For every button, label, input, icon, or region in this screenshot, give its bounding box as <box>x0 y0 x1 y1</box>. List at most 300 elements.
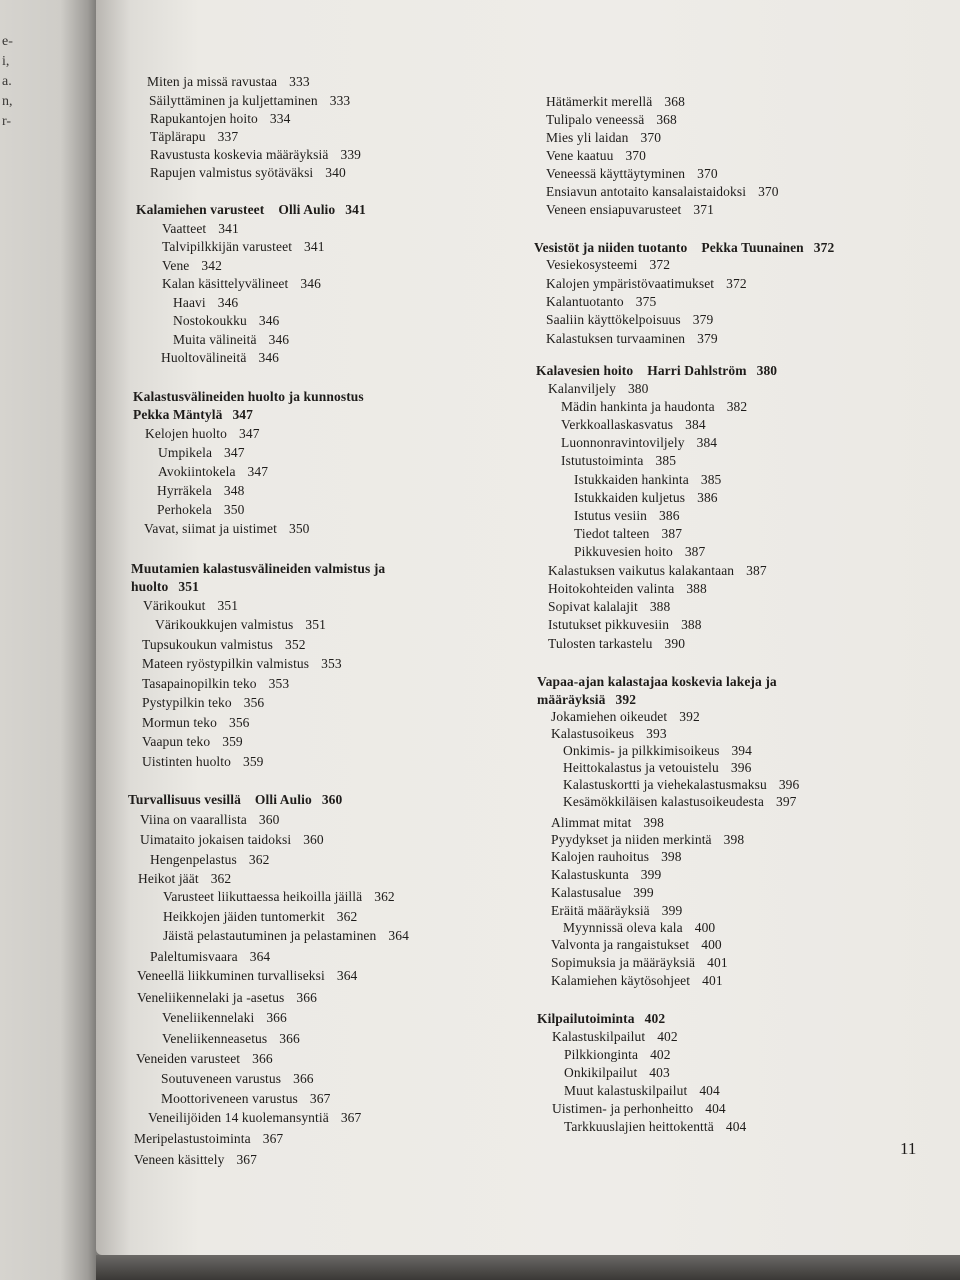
toc-entry <box>574 545 705 559</box>
toc-entry-page: 350 <box>288 521 310 536</box>
toc-entry <box>173 314 279 328</box>
toc-entry-title: Istutustoiminta <box>561 453 644 468</box>
toc-entry <box>157 503 244 517</box>
toc-entry-title: Tiedot talteen <box>574 526 650 541</box>
toc-entry-page: 362 <box>248 852 270 867</box>
toc-entry-title: Istutus vesiin <box>574 508 648 523</box>
toc-entry-title: Mies yli laidan <box>546 130 629 145</box>
toc-entry-page: 370 <box>640 130 662 145</box>
toc-entry <box>564 1120 746 1134</box>
toc-entry-page: 346 <box>258 350 280 365</box>
toc-entry-page: 399 <box>640 867 662 882</box>
toc-entry-page: 347 <box>247 464 269 479</box>
toc-entry <box>548 618 702 632</box>
toc-entry <box>563 795 797 809</box>
toc-entry-page: 351 <box>178 579 199 594</box>
toc-entry <box>551 833 744 847</box>
toc-entry-page: 359 <box>222 734 243 749</box>
toc-entry <box>552 1030 678 1044</box>
toc-entry-title: Rapukantojen hoito <box>150 111 258 126</box>
toc-entry <box>561 454 676 468</box>
toc-entry <box>142 716 250 730</box>
toc-entry <box>163 910 357 924</box>
toc-entry-title: Veneessä käyttäytyminen <box>546 166 686 181</box>
toc-entry-page: 341 <box>345 202 366 217</box>
toc-entry-page: 360 <box>303 832 324 847</box>
toc-entry <box>138 872 231 886</box>
toc-entry-title: Moottoriveneen varustus <box>161 1091 298 1106</box>
toc-entry <box>134 1153 257 1167</box>
toc-entry-title: Muita välineitä <box>173 332 257 347</box>
toc-entry <box>548 564 767 578</box>
toc-entry-page: 397 <box>775 794 797 809</box>
toc-entry <box>564 1066 670 1080</box>
toc-entry-title: Veneilijöiden 14 kuolemansyntiä <box>148 1110 329 1125</box>
toc-entry-title: Vesistöt ja niiden tuotanto <box>534 240 688 255</box>
toc-entry-title: Tulipalo veneessä <box>546 112 645 127</box>
toc-entry-page: 403 <box>649 1065 670 1080</box>
toc-entry-title: Myynnissä oleva kala <box>563 920 683 935</box>
toc-entry-title: Perhokela <box>157 502 212 517</box>
toc-entry-title: Kalastuksen vaikutus kalakantaan <box>548 563 735 578</box>
toc-entry <box>155 618 326 632</box>
toc-entry-title: Kalanviljely <box>548 381 616 396</box>
toc-entry-title: Kalastuskunta <box>551 867 629 882</box>
toc-entry <box>551 868 661 882</box>
toc-entry-page: 367 <box>262 1131 284 1146</box>
toc-entry-title: Verkkoallaskasvatus <box>561 417 674 432</box>
toc-entry <box>546 277 747 291</box>
toc-entry-page: 366 <box>279 1031 300 1046</box>
toc-entry <box>162 240 325 254</box>
prev-page-fragment: i, <box>2 54 10 69</box>
toc-entry-page: 342 <box>201 258 222 273</box>
toc-entry-page: 375 <box>635 294 657 309</box>
toc-entry-title: Hyrräkela <box>157 483 212 498</box>
toc-entry-page: 333 <box>329 93 351 108</box>
page-number: 11 <box>900 1139 917 1158</box>
toc-entry-title: Hätämerkit merellä <box>546 94 653 109</box>
toc-entry-page: 347 <box>232 407 253 422</box>
toc-entry <box>546 332 718 346</box>
toc-entry-page: 370 <box>758 184 779 199</box>
toc-entry <box>142 735 243 749</box>
toc-entry-page: 362 <box>210 871 232 886</box>
toc-entry-page: 372 <box>813 240 835 255</box>
toc-entry-title: Kalastusoikeus <box>551 726 635 741</box>
toc-entry-title: Kalan käsittelyvälineet <box>162 276 289 291</box>
toc-entry-page: 399 <box>661 903 683 918</box>
toc-entry-page: 352 <box>285 637 306 652</box>
toc-entry <box>157 484 244 498</box>
toc-entry <box>574 509 680 523</box>
prev-page-fragment: r- <box>2 114 12 129</box>
toc-entry-title: Tulosten tarkastelu <box>548 636 653 651</box>
toc-entry-page: 370 <box>625 148 647 163</box>
toc-entry <box>163 929 409 943</box>
toc-section-heading <box>131 562 385 576</box>
toc-entry-title: Kalamiehen varusteet <box>136 202 265 217</box>
toc-entry-page: 362 <box>336 909 358 924</box>
toc-entry-page: 341 <box>218 221 239 236</box>
toc-section-heading <box>133 390 364 404</box>
toc-entry-page: 367 <box>340 1110 362 1125</box>
toc-entry-page: 380 <box>627 381 649 396</box>
toc-entry-title: Sopivat kalalajit <box>548 599 638 614</box>
toc-entry-title: Pikkuvesien hoito <box>574 544 673 559</box>
toc-entry-title: Pekka Mäntylä <box>133 407 223 422</box>
toc-entry <box>574 527 682 541</box>
toc-entry-title: huolto <box>131 579 169 594</box>
toc-entry <box>137 969 357 983</box>
toc-entry-page: 356 <box>228 715 250 730</box>
toc-entry <box>142 696 264 710</box>
toc-entry <box>551 938 722 952</box>
toc-entry-title: Kalastuskortti ja viehekalastusmaksu <box>563 777 767 792</box>
prev-page-fragment: a. <box>2 74 12 89</box>
toc-entry-page: 364 <box>388 928 409 943</box>
toc-entry-title: Ensiavun antotaito kansalaistaidoksi <box>546 184 747 199</box>
toc-entry-title: Vesiekosysteemi <box>546 257 638 272</box>
toc-entry-title: Mateen ryöstypilkin valmistus <box>142 656 310 671</box>
toc-entry <box>563 761 751 775</box>
toc-entry-page: 402 <box>657 1029 678 1044</box>
toc-entry-title: Täplärapu <box>150 129 206 144</box>
toc-entry-title: Säilyttäminen ja kuljettaminen <box>149 93 318 108</box>
toc-entry-title: Uistinten huolto <box>142 754 231 769</box>
toc-entry-title: Pilkkionginta <box>564 1047 639 1062</box>
toc-entry-page: 368 <box>656 112 677 127</box>
toc-entry-title: Onkikilpailut <box>564 1065 638 1080</box>
toc-entry-page: 402 <box>650 1047 671 1062</box>
toc-entry <box>563 921 715 935</box>
toc-entry <box>546 185 779 199</box>
toc-entry-page: 334 <box>269 111 291 126</box>
toc-entry <box>150 950 270 964</box>
toc-entry-author: Olli Aulio <box>254 792 312 807</box>
toc-entry-page: 396 <box>778 777 800 792</box>
toc-entry-page: 404 <box>699 1083 720 1098</box>
toc-entry <box>561 418 706 432</box>
toc-entry-title: Pystypilkin teko <box>142 695 232 710</box>
toc-entry-title: Kalavesien hoito <box>536 363 634 378</box>
toc-entry-page: 348 <box>223 483 245 498</box>
toc-entry-page: 333 <box>289 74 310 89</box>
toc-entry <box>551 904 682 918</box>
toc-entry-page: 380 <box>756 363 778 378</box>
toc-entry-title: Sopimuksia ja määräyksiä <box>551 955 696 970</box>
toc-entry-title: Istukkaiden hankinta <box>574 472 689 487</box>
toc-entry-title: Veneiden varusteet <box>136 1051 241 1066</box>
toc-entry-page: 398 <box>723 832 745 847</box>
toc-entry-title: Jokamiehen oikeudet <box>551 709 668 724</box>
toc-entry-page: 356 <box>243 695 265 710</box>
toc-entry-page: 351 <box>305 617 326 632</box>
prev-page-fragment: n, <box>2 94 13 109</box>
toc-entry-title: Tupsukoukun valmistus <box>142 637 274 652</box>
toc-entry-title: Veneen ensiapuvarusteet <box>546 202 682 217</box>
toc-entry-page: 360 <box>321 792 343 807</box>
toc-entry <box>136 1052 273 1066</box>
toc-entry-author: Harri Dahlström <box>647 363 747 378</box>
toc-entry-title: Kalojen ympäristövaatimukset <box>546 276 715 291</box>
toc-entry-page: 388 <box>649 599 671 614</box>
toc-entry-title: Tarkkuuslajien heittokenttä <box>564 1119 714 1134</box>
toc-entry <box>134 1132 283 1146</box>
toc-entry-title: Kalamiehen käytösohjeet <box>551 973 691 988</box>
toc-entry-title: määräyksiä <box>537 692 606 707</box>
toc-entry <box>564 1084 720 1098</box>
toc-entry-page: 402 <box>644 1011 666 1026</box>
toc-entry <box>548 582 707 596</box>
toc-entry <box>551 710 700 724</box>
toc-entry-title: Meripelastustoiminta <box>134 1131 251 1146</box>
toc-entry-page: 346 <box>217 295 239 310</box>
toc-entry-page: 392 <box>615 692 637 707</box>
toc-entry-title: Rapujen valmistus syötäväksi <box>150 165 314 180</box>
toc-entry <box>162 1011 287 1025</box>
toc-entry-page: 368 <box>664 94 685 109</box>
toc-entry-page: 366 <box>252 1051 273 1066</box>
toc-entry <box>142 677 289 691</box>
toc-entry <box>143 599 238 613</box>
toc-entry-title: Heittokalastus ja vetouistelu <box>563 760 719 775</box>
toc-entry <box>551 850 682 864</box>
toc-entry-title: Eräitä määräyksiä <box>551 903 650 918</box>
toc-entry-page: 366 <box>293 1071 314 1086</box>
toc-entry-title: Kalastusvälineiden huolto ja kunnostus <box>133 389 364 404</box>
toc-entry-page: 359 <box>242 754 264 769</box>
toc-entry-title: Heikkojen jäiden tuntomerkit <box>163 909 325 924</box>
toc-entry <box>150 148 361 162</box>
toc-entry-page: 394 <box>731 743 753 758</box>
toc-entry <box>149 94 350 108</box>
toc-entry-title: Onkimis- ja pilkkimisoikeus <box>563 743 720 758</box>
toc-entry-page: 337 <box>217 129 239 144</box>
toc-entry-page: 362 <box>374 889 395 904</box>
toc-section-heading <box>128 793 342 807</box>
toc-entry <box>163 890 395 904</box>
toc-entry-title: Uimataito jokaisen taidoksi <box>140 832 292 847</box>
toc-entry-title: Umpikela <box>158 445 213 460</box>
toc-entry-page: 351 <box>217 598 239 613</box>
toc-entry-page: 384 <box>696 435 718 450</box>
toc-entry-title: Haavi <box>173 295 206 310</box>
toc-entry <box>140 813 279 827</box>
toc-section-heading <box>536 364 777 378</box>
toc-entry-page: 367 <box>236 1152 258 1167</box>
toc-entry-title: Veneen käsittely <box>134 1152 225 1167</box>
toc-entry <box>546 95 685 109</box>
toc-entry-title: Miten ja missä ravustaa <box>147 74 278 89</box>
toc-entry-page: 385 <box>655 453 677 468</box>
toc-section-heading <box>131 580 199 594</box>
toc-entry-page: 364 <box>249 949 271 964</box>
toc-entry-page: 372 <box>649 257 671 272</box>
toc-entry-page: 385 <box>700 472 722 487</box>
toc-entry-title: Istutukset pikkuvesiin <box>548 617 670 632</box>
toc-entry-page: 379 <box>697 331 718 346</box>
toc-entry <box>161 1072 314 1086</box>
toc-entry-title: Vapaa-ajan kalastajaa koskevia lakeja ja <box>537 674 777 689</box>
toc-entry-page: 367 <box>309 1091 331 1106</box>
toc-entry <box>150 130 238 144</box>
toc-entry-title: Kalojen rauhoitus <box>551 849 650 864</box>
toc-entry-title: Istukkaiden kuljetus <box>574 490 686 505</box>
toc-entry-page: 404 <box>705 1101 726 1116</box>
toc-section-heading <box>133 408 253 422</box>
toc-entry-page: 371 <box>693 202 714 217</box>
toc-entry-title: Jäistä pelastautuminen ja pelastaminen <box>163 928 377 943</box>
toc-entry <box>548 637 685 651</box>
toc-entry-title: Kelojen huolto <box>145 426 228 441</box>
toc-entry-title: Tasapainopilkin teko <box>142 676 257 691</box>
toc-entry <box>173 333 289 347</box>
toc-entry <box>548 382 649 396</box>
toc-entry <box>142 657 342 671</box>
toc-entry <box>148 1111 361 1125</box>
toc-entry-title: Veneliikennelaki <box>162 1010 255 1025</box>
page-bottom-shadow <box>96 1255 960 1280</box>
toc-entry <box>162 222 239 236</box>
toc-entry-page: 401 <box>702 973 723 988</box>
toc-entry-page: 346 <box>258 313 280 328</box>
toc-entry-page: 387 <box>661 526 683 541</box>
toc-entry-page: 347 <box>239 426 260 441</box>
toc-entry-page: 379 <box>692 312 714 327</box>
toc-entry <box>546 167 718 181</box>
toc-entry <box>551 956 728 970</box>
toc-entry <box>551 974 723 988</box>
toc-entry-title: Avokiintokela <box>158 464 236 479</box>
toc-entry-page: 339 <box>340 147 362 162</box>
toc-entry <box>173 296 238 310</box>
toc-section-heading <box>136 203 366 217</box>
toc-entry-title: Muutamien kalastusvälineiden valmistus ja <box>131 561 386 576</box>
toc-entry <box>551 816 664 830</box>
toc-entry-title: Varusteet liikuttaessa heikoilla jäillä <box>163 889 363 904</box>
toc-entry-title: Kesämökkiläisen kalastusoikeudesta <box>563 794 764 809</box>
toc-entry <box>561 436 717 450</box>
toc-entry-title: Luonnonravintoviljely <box>561 435 685 450</box>
toc-entry <box>546 313 713 327</box>
toc-entry-title: Alimmat mitat <box>551 815 632 830</box>
toc-entry-title: Veneellä liikkuminen turvalliseksi <box>137 968 325 983</box>
toc-entry-title: Mädin hankinta ja haudonta <box>561 399 715 414</box>
toc-entry-title: Kalastuksen turvaaminen <box>546 331 686 346</box>
toc-entry <box>161 351 279 365</box>
toc-entry <box>574 473 721 487</box>
toc-entry <box>561 400 747 414</box>
toc-entry-page: 386 <box>697 490 718 505</box>
toc-entry-page: 398 <box>643 815 664 830</box>
toc-entry <box>142 755 264 769</box>
toc-entry-title: Ravustusta koskevia määräyksiä <box>150 147 329 162</box>
toc-entry-page: 372 <box>726 276 747 291</box>
toc-entry-title: Viina on vaarallista <box>140 812 247 827</box>
toc-entry <box>162 1032 300 1046</box>
toc-entry <box>142 638 306 652</box>
toc-entry-title: Huoltovälineitä <box>161 350 247 365</box>
toc-entry-page: 366 <box>266 1010 287 1025</box>
toc-entry-title: Värikoukkujen valmistus <box>155 617 294 632</box>
toc-entry <box>574 491 718 505</box>
toc-entry-page: 386 <box>659 508 680 523</box>
toc-entry-title: Pyydykset ja niiden merkintä <box>551 832 712 847</box>
toc-entry-title: Mormun teko <box>142 715 217 730</box>
prev-page-fragment: e- <box>2 34 13 49</box>
toc-entry-page: 400 <box>701 937 722 952</box>
toc-entry <box>158 446 245 460</box>
toc-entry <box>546 203 714 217</box>
toc-entry-page: 400 <box>694 920 716 935</box>
toc-entry-page: 341 <box>304 239 325 254</box>
toc-entry <box>150 112 290 126</box>
toc-entry-page: 387 <box>684 544 706 559</box>
toc-entry-page: 396 <box>730 760 752 775</box>
toc-entry <box>162 277 321 291</box>
toc-entry-page: 398 <box>661 849 682 864</box>
toc-entry-page: 360 <box>258 812 280 827</box>
toc-entry-page: 393 <box>646 726 667 741</box>
toc-entry <box>158 465 268 479</box>
toc-entry-title: Värikoukut <box>143 598 206 613</box>
toc-entry-page: 382 <box>726 399 748 414</box>
toc-entry-page: 340 <box>325 165 346 180</box>
toc-entry-title: Soutuveneen varustus <box>161 1071 282 1086</box>
toc-entry-title: Saaliin käyttökelpoisuus <box>546 312 681 327</box>
toc-entry-page: 387 <box>746 563 767 578</box>
toc-entry <box>563 778 799 792</box>
toc-section-heading <box>537 1012 665 1026</box>
previous-page-edge <box>0 0 110 1280</box>
toc-entry-title: Vavat, siimat ja uistimet <box>144 521 277 536</box>
toc-entry-author: Pekka Tuunainen <box>701 240 804 255</box>
toc-entry-page: 404 <box>725 1119 747 1134</box>
toc-entry-page: 347 <box>224 445 245 460</box>
toc-entry <box>162 259 222 273</box>
toc-entry <box>137 991 317 1005</box>
toc-entry-page: 388 <box>686 581 707 596</box>
toc-entry <box>551 727 667 741</box>
toc-entry-title: Kalantuotanto <box>546 294 624 309</box>
toc-entry <box>144 522 310 536</box>
toc-entry-title: Kalastusalue <box>551 885 622 900</box>
toc-entry-page: 366 <box>296 990 317 1005</box>
toc-entry-title: Kilpailutoiminta <box>537 1011 635 1026</box>
toc-entry-title: Nostokoukku <box>173 313 247 328</box>
toc-entry-page: 384 <box>685 417 706 432</box>
toc-entry-page: 346 <box>300 276 321 291</box>
toc-entry-page: 370 <box>697 166 718 181</box>
toc-entry <box>546 149 646 163</box>
toc-entry <box>548 600 670 614</box>
toc-entry-title: Hoitokohteiden valinta <box>548 581 675 596</box>
toc-entry <box>161 1092 330 1106</box>
toc-entry-title: Vaatteet <box>162 221 207 236</box>
toc-section-heading <box>537 693 636 707</box>
toc-entry-title: Talvipilkkijän varusteet <box>162 239 293 254</box>
toc-entry-page: 346 <box>268 332 290 347</box>
toc-entry <box>546 131 661 145</box>
toc-entry-title: Muut kalastuskilpailut <box>564 1083 688 1098</box>
toc-section-heading <box>537 675 777 689</box>
toc-entry-page: 392 <box>679 709 700 724</box>
toc-entry <box>564 1048 671 1062</box>
toc-entry-page: 353 <box>321 656 342 671</box>
toc-entry-page: 390 <box>664 636 686 651</box>
toc-entry-title: Vene <box>162 258 190 273</box>
